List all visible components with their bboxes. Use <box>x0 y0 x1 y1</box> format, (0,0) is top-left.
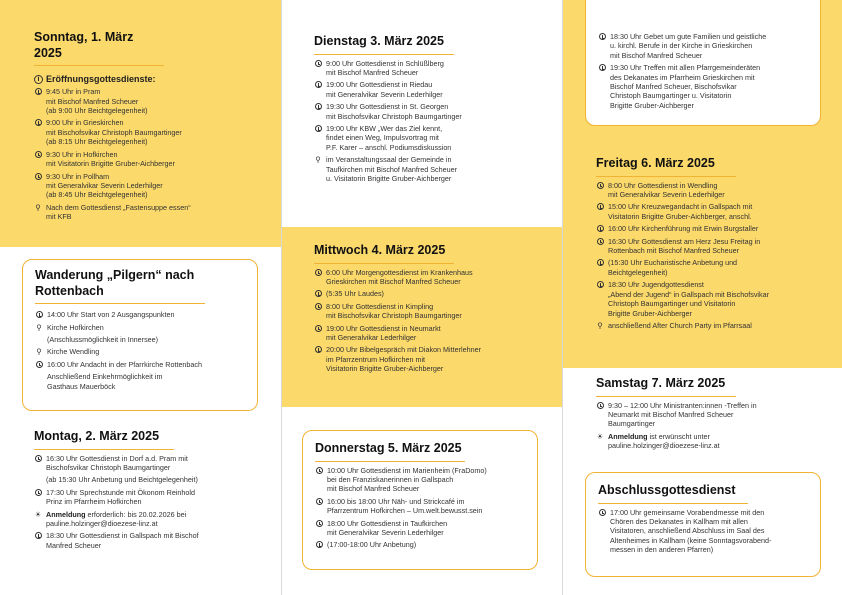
list-item: ⚲ Kirche Hofkirchen <box>36 322 104 332</box>
section-title: Sonntag, 1. März 2025 <box>34 30 164 66</box>
section-title: Abschlussgottesdienst <box>598 483 748 504</box>
location-pin-icon: ⚲ <box>36 347 42 357</box>
section-samstag <box>596 374 836 451</box>
list-item: 18:30 Uhr Jugendgottesdienst „Abend der Jugend“ in Gallspach mit Bischofsvikar Christoph Baumgartinger und Visitatorin Brigitte Gruber-Aichberger <box>596 280 836 318</box>
list-item: 9:30 Uhr in Pollham mit Generalvikar Severin Lederhilger (ab 8:45 Uhr Beichtgelegenheit) <box>34 172 274 200</box>
item-list <box>34 454 274 551</box>
list-item: ⚲ Kirche Wendling <box>36 347 100 357</box>
list-item: (5:35 Uhr Laudes) <box>314 289 554 298</box>
clock-icon <box>314 290 322 298</box>
list-item: 18:00 Uhr Gottesdienst in Taufkirchen mit Generalvikar Severin Lederhilger <box>315 519 525 538</box>
list-item: 18:30 Uhr Gottesdienst in Gallspach mit Bischof Manfred Scheuer <box>34 531 274 550</box>
clock-icon <box>314 60 322 68</box>
clock-icon <box>314 125 322 133</box>
location-pin-icon: ⚲ <box>35 202 41 212</box>
list-item: ☀ Anmeldung erforderlich: bis 20.02.2026 bei pauline.holzinger@dioezese-linz.at <box>34 509 187 529</box>
clock-icon <box>596 238 604 246</box>
section-sonntag <box>34 30 274 222</box>
lightbulb-icon: ☀ <box>34 509 42 519</box>
item-list <box>34 87 274 221</box>
clock-icon <box>34 489 42 497</box>
list-item: 19:00 Uhr Gottesdienst in Riedau mit Generalvikar Severin Lederhilger <box>314 80 554 99</box>
clock-icon <box>314 269 322 277</box>
location-pin-icon: ⚲ <box>315 155 321 165</box>
section-montag <box>34 427 274 550</box>
clock-icon <box>35 361 43 369</box>
clock-icon <box>596 182 604 190</box>
clock-icon <box>596 203 604 211</box>
clock-icon <box>596 281 604 289</box>
list-item: 16:00 Uhr Andacht in der Pfarrkirche Rottenbach <box>35 360 245 369</box>
item-list <box>598 508 808 555</box>
list-item: 16:00 Uhr Kirchenführung mit Erwin Burgstaller <box>596 224 836 233</box>
clock-icon <box>34 151 42 159</box>
clock-icon <box>314 303 322 311</box>
list-item: 20:00 Uhr Bibelgespräch mit Diakon Mitterlehner im Pfarrzentrum Hofkirchen mit Visitatorin Brigitte Gruber-Aichberger <box>314 345 554 373</box>
lightbulb-icon: ☀ <box>596 431 604 441</box>
list-item: 19:30 Uhr Gottesdienst in St. Georgen mit Bischofsvikar Christoph Baumgartinger <box>314 102 554 121</box>
section-mittwoch <box>314 241 554 374</box>
list-item: (17:00-18:00 Uhr Anbetung) <box>315 540 525 549</box>
location-pin-icon: ⚲ <box>36 322 42 332</box>
clock-icon <box>598 33 606 41</box>
list-item: 17:30 Uhr Sprechstunde mit Ökonom Reinhold Prinz im Pfarrheim Hofkirchen <box>34 488 274 507</box>
list-item: 16:30 Uhr Gottesdienst am Herz Jesu Freitag in Rottenbach mit Bischof Manfred Scheuer <box>596 237 836 256</box>
clock-icon <box>315 520 323 528</box>
section-dienstag <box>314 32 554 184</box>
list-item: ⚲ anschließend After Church Party im Pfarrsaal <box>597 320 752 330</box>
item-list <box>314 268 554 374</box>
list-item: (ab 15:30 Uhr Anbetung und Beichtgelegenheit) <box>46 475 198 485</box>
list-item: 17:00 Uhr gemeinsame Vorabendmesse mit den Chören des Dekanates in Kallham mit allen Visitatoren, anschließend Abschluss im Saal des Altenheimes in Kallham (keine Sonntagsvorabend- messen in den anderen Pfarren) <box>598 508 808 555</box>
list-item: 8:00 Uhr Gottesdienst in Wendling mit Generalvikar Severin Lederhilger <box>596 181 836 200</box>
list-item: 15:00 Uhr Kreuzwegandacht in Gallspach mit Visitatorin Brigitte Gruber-Aichberger, anschl. <box>596 202 836 221</box>
clock-icon <box>34 532 42 540</box>
box-dienstag-continued <box>585 0 821 126</box>
clock-icon <box>34 455 42 463</box>
clock-icon <box>314 81 322 89</box>
item-list <box>35 310 245 391</box>
list-item: (Anschlussmöglichkeit in Innersee) <box>47 335 159 345</box>
list-item: 14:00 Uhr Start von 2 Ausgangspunkten <box>35 310 245 319</box>
section-title: Donnerstag 5. März 2025 <box>315 441 465 462</box>
clock-icon <box>598 509 606 517</box>
item-list <box>314 59 554 184</box>
clock-icon <box>314 346 322 354</box>
section-title: Freitag 6. März 2025 <box>596 156 736 177</box>
item-list <box>315 466 525 550</box>
list-item: 19:00 Uhr Gottesdienst in Neumarkt mit Generalvikar Lederhilger <box>314 324 554 343</box>
clock-icon <box>34 88 42 96</box>
box-abschlussgottesdienst <box>585 472 821 577</box>
clock-icon <box>314 103 322 111</box>
box-donnerstag <box>302 430 538 570</box>
clock-icon <box>315 541 323 549</box>
list-item: ⚲ Nach dem Gottesdienst „Fastensuppe essen“ mit KFB <box>35 202 191 222</box>
box-wanderung <box>22 259 258 411</box>
section-title: Wanderung „Pilgern“ nach Rottenbach <box>35 268 205 304</box>
column-divider <box>281 0 282 595</box>
list-item: 19:30 Uhr Treffen mit allen Pfarrgemeinderäten des Dekanates im Pfarrheim Grieskirchen mit Bischof Manfred Scheuer, Bischofsvikar Christoph Baumgartinger u. Visitatorin Brigitte Gruber-Aichberger <box>598 63 808 110</box>
list-item: (15:30 Uhr Eucharistische Anbetung und Beichtgelegenheit) <box>596 258 836 277</box>
list-item: 10:00 Uhr Gottesdienst im Marienheim (FraDomo) bei den Franziskanerinnen in Gallspach mit Bischof Manfred Scheuer <box>315 466 525 494</box>
list-item: 9:00 Uhr in Grieskirchen mit Bischofsvikar Christoph Baumgartinger (ab 8:15 Uhr Beichtgelegenheit) <box>34 118 274 146</box>
list-item: 16:30 Uhr Gottesdienst in Dorf a.d. Pram mit Bischofsvikar Christoph Baumgartinger <box>34 454 274 473</box>
clock-icon <box>314 325 322 333</box>
clock-icon <box>315 467 323 475</box>
section-title: Dienstag 3. März 2025 <box>314 34 454 55</box>
clock-icon <box>596 259 604 267</box>
list-item: 8:00 Uhr Gottesdienst in Kimpling mit Bischofsvikar Christoph Baumgartinger <box>314 302 554 321</box>
list-item: 9:30 Uhr in Hofkirchen mit Visitatorin Brigitte Gruber-Aichberger <box>34 150 274 169</box>
section-title: Montag, 2. März 2025 <box>34 429 174 450</box>
info-icon: i <box>34 75 43 84</box>
section-title: Mittwoch 4. März 2025 <box>314 243 454 264</box>
item-list <box>596 401 836 451</box>
clock-icon <box>35 311 43 319</box>
clock-icon <box>34 119 42 127</box>
list-item: 19:00 Uhr KBW „Wer das Ziel kennt, findet einen Weg, Impulsvortrag mit P.F. Karer – anschl. Podiumsdiskussion <box>314 124 554 152</box>
item-list <box>596 181 836 331</box>
list-item: 9:30 – 12:00 Uhr Ministranten:innen -Treffen in Neumarkt mit Bischof Manfred Scheuer Baumgartinger <box>596 401 836 429</box>
clock-icon <box>315 498 323 506</box>
list-item: ⚲ im Veranstaltungssaal der Gemeinde in Taufkirchen mit Bischof Manfred Scheuer u. Visitatorin Brigitte Gruber-Aichberger <box>315 155 458 184</box>
list-item: 16:00 bis 18:00 Uhr Näh- und Strickcafé im Pfarrzentrum Hofkirchen – Um.welt.bewusst.sein <box>315 497 525 516</box>
list-item: 9:45 Uhr in Pram mit Bischof Manfred Scheuer (ab 9:00 Uhr Beichtgelegenheit) <box>34 87 274 115</box>
subheading: i Eröffnungsgottesdienste: <box>34 74 274 84</box>
list-item: 9:00 Uhr Gottesdienst in Schlüßlberg mit Bischof Manfred Scheuer <box>314 59 554 78</box>
list-item: 18:30 Uhr Gebet um gute Familien und geistliche u. kirchl. Berufe in der Kirche in Grieskirchen mit Bischof Manfred Scheuer <box>598 32 808 60</box>
clock-icon <box>596 402 604 410</box>
list-item: Anschließend Einkehrmöglichkeit im Gasthaus Mauerböck <box>47 372 163 391</box>
clock-icon <box>598 64 606 72</box>
location-pin-icon: ⚲ <box>597 320 603 330</box>
list-item: ☀ Anmeldung ist erwünscht unter pauline.holzinger@dioezese-linz.at <box>596 431 720 451</box>
column-divider <box>562 0 563 595</box>
section-freitag <box>596 154 836 330</box>
clock-icon <box>34 173 42 181</box>
list-item: 6:00 Uhr Morgengottesdienst im Krankenhaus Grieskirchen mit Bischof Manfred Scheuer <box>314 268 554 287</box>
section-title: Samstag 7. März 2025 <box>596 376 736 397</box>
clock-icon <box>596 225 604 233</box>
